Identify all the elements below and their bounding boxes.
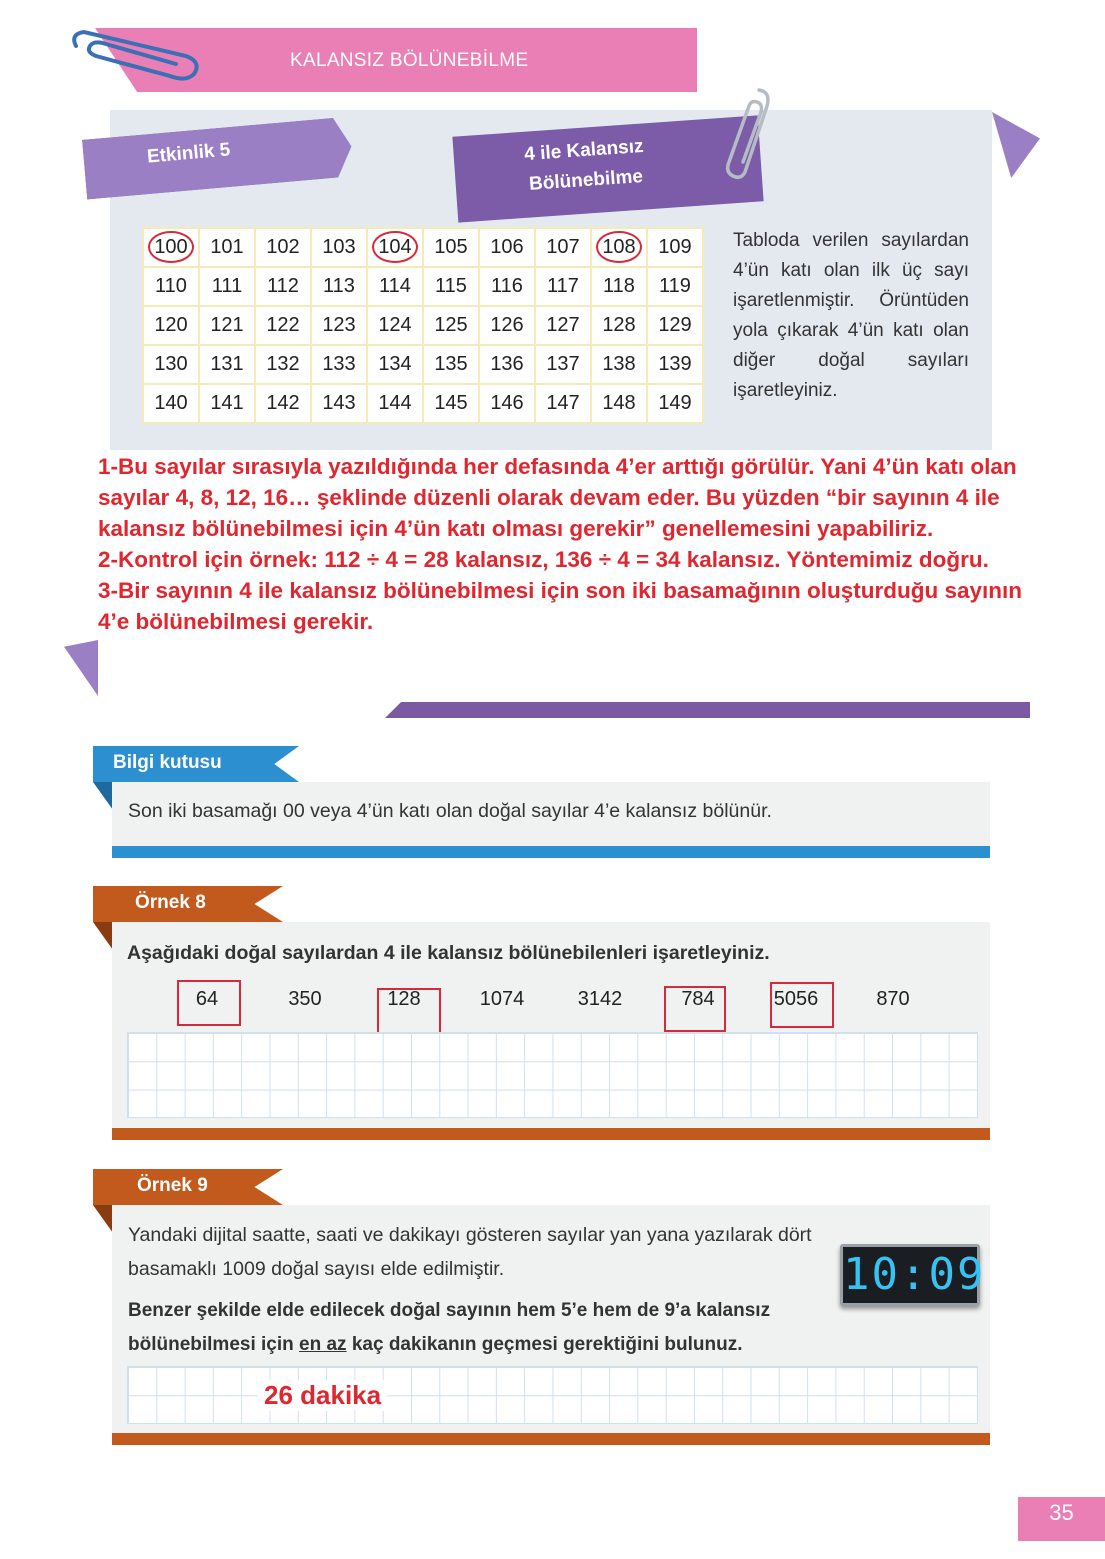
paperclip-icon [66, 26, 206, 86]
table-cell [143, 345, 199, 384]
cell-value: 105 [434, 236, 468, 258]
table-cell [647, 228, 703, 267]
answer-mark-box [377, 988, 441, 1034]
cell-value: 100 [148, 231, 193, 263]
example9-tag-label: Örnek 9 [137, 1175, 208, 1196]
table-cell [647, 267, 703, 306]
header-title: KALANSIZ BÖLÜNEBİLME [290, 50, 529, 71]
cell-value: 122 [266, 314, 300, 336]
table-row [143, 345, 703, 384]
cell-value: 111 [211, 275, 243, 297]
table-cell [199, 384, 255, 423]
table-cell [535, 306, 591, 345]
cell-value: 116 [491, 275, 523, 297]
cell-value: 126 [490, 314, 524, 336]
activity-tag-label: Etkinlik 5 [146, 139, 232, 168]
cell-value: 102 [266, 236, 300, 258]
cell-value: 144 [378, 392, 412, 414]
cell-value: 123 [322, 314, 356, 336]
corner-fold-right [992, 112, 1040, 178]
answer-paragraph: 1-Bu sayılar sırasıyla yazıldığında her defasında 4’er arttığı görülür. Yani 4’ün katı olan sayılar 4, 8, 12, 16… şeklinde düzenli olarak devam eder. Bu yüzden “bir sayının 4 ile kalansız bölünebilmesi için 4’ün katı olması gerekir” genellemesini yapabiliriz. [98, 454, 1017, 541]
table-cell [479, 384, 535, 423]
table-cell [199, 345, 255, 384]
cell-value: 112 [267, 275, 299, 297]
example9-question [128, 1294, 828, 1362]
cell-value: 108 [596, 231, 641, 263]
cell-value: 115 [435, 275, 467, 297]
cell-value: 101 [210, 236, 244, 258]
cell-value: 110 [155, 275, 187, 297]
cell-value: 135 [434, 353, 468, 375]
cell-value: 118 [603, 275, 635, 297]
example8-number: 350 [288, 988, 322, 1010]
table-cell [143, 228, 199, 267]
cell-value: 130 [154, 353, 188, 375]
table-cell [591, 345, 647, 384]
table-cell [423, 345, 479, 384]
example9-answer: 26 dakika [258, 1380, 387, 1411]
example9-strip [112, 1433, 990, 1445]
cell-value: 119 [659, 275, 691, 297]
cell-value: 143 [322, 392, 356, 414]
example8-number: 870 [876, 988, 910, 1010]
table-cell [255, 228, 311, 267]
table-cell [367, 267, 423, 306]
example8-question: Aşağıdaki doğal sayılardan 4 ile kalansız bölünebilenleri işaretleyiniz. [127, 942, 770, 964]
table-cell [591, 306, 647, 345]
topic-line-1: 4 ile Kalansız [523, 135, 645, 166]
info-strip [112, 846, 990, 858]
table-cell [591, 267, 647, 306]
question-part-2: kaç dakikanın geçmesi gerektiğini bulunuz. [346, 1334, 743, 1355]
writing-grid [127, 1032, 978, 1118]
table-row [143, 384, 703, 423]
table-cell [311, 267, 367, 306]
table-cell [255, 267, 311, 306]
table-cell [535, 345, 591, 384]
table-cell [255, 384, 311, 423]
table-cell [479, 228, 535, 267]
cell-value: 145 [434, 392, 468, 414]
question-underlined: en az [299, 1334, 347, 1355]
table-cell [255, 345, 311, 384]
cell-value: 113 [323, 275, 355, 297]
activity-bottom-strip [385, 702, 1030, 718]
table-cell [479, 267, 535, 306]
cell-value: 133 [322, 353, 356, 375]
digital-clock: 10:09 [840, 1244, 980, 1306]
cell-value: 125 [434, 314, 468, 336]
table-cell [423, 267, 479, 306]
cell-value: 124 [378, 314, 412, 336]
table-cell [311, 345, 367, 384]
cell-value: 140 [154, 392, 188, 414]
table-cell [367, 384, 423, 423]
example9-text: Yandaki dijital saatte, saati ve dakikayı gösteren sayılar yan yana yazılarak dört basamaklı 1009 doğal sayısı elde edilmiştir. [128, 1224, 812, 1280]
cell-value: 114 [379, 275, 411, 297]
cell-value: 149 [658, 392, 692, 414]
table-cell [367, 228, 423, 267]
table-cell [535, 267, 591, 306]
table-row [143, 306, 703, 345]
table-cell [367, 345, 423, 384]
table-cell [311, 384, 367, 423]
table-row [143, 228, 703, 267]
example8-number: 3142 [577, 988, 623, 1010]
corner-fold-left [64, 640, 98, 696]
answer-mark-box [770, 982, 834, 1028]
example8-number: 784 [681, 988, 715, 1010]
info-tag-label: Bilgi kutusu [113, 752, 222, 773]
cell-value: 103 [322, 236, 356, 258]
table-cell [423, 384, 479, 423]
activity-instruction: Tabloda verilen sayılardan 4’ün katı olan ilk üç sayı işaretlenmiştir. Örüntüden yola çıkarak 4’ün katı olan diğer doğal sayıları işaretleyiniz. [733, 230, 969, 401]
table-cell [591, 228, 647, 267]
table-cell [311, 228, 367, 267]
cell-value: 134 [378, 353, 412, 375]
example8-number: 5056 [773, 988, 819, 1010]
table-cell [479, 345, 535, 384]
cell-value: 127 [546, 314, 580, 336]
example8-number: 128 [387, 988, 421, 1010]
cell-value: 137 [546, 353, 580, 375]
table-cell [423, 306, 479, 345]
cell-value: 147 [546, 392, 580, 414]
answer-paragraph: 2-Kontrol için örnek: 112 ÷ 4 = 28 kalansız, 136 ÷ 4 = 34 kalansız. Yöntemimiz doğru. [98, 547, 989, 572]
cell-value: 146 [490, 392, 524, 414]
cell-value: 131 [210, 353, 244, 375]
cell-value: 107 [546, 236, 580, 258]
table-cell [535, 384, 591, 423]
example8-number: 1074 [479, 988, 525, 1010]
handwritten-answers [98, 451, 1043, 637]
example8-number: 64 [195, 988, 219, 1010]
table-cell [311, 306, 367, 345]
table-cell [199, 306, 255, 345]
info-tag-fold [93, 782, 113, 810]
table-cell [199, 267, 255, 306]
cell-value: 136 [490, 353, 524, 375]
table-cell [143, 384, 199, 423]
table-cell [647, 306, 703, 345]
table-cell [143, 267, 199, 306]
table-cell [647, 345, 703, 384]
info-text: Son iki basamağı 00 veya 4’ün katı olan doğal sayılar 4’e kalansız bölünür. [128, 800, 772, 822]
table-cell [591, 384, 647, 423]
cell-value: 128 [602, 314, 636, 336]
table-cell [255, 306, 311, 345]
paperclip-icon [715, 82, 775, 182]
example8-tag-fold [93, 922, 113, 950]
question-part-1: Benzer şekilde elde edilecek doğal sayının hem 5’e hem de 9’a kalansız bölünebilmesi için [128, 1300, 771, 1355]
cell-value: 129 [658, 314, 692, 336]
cell-value: 139 [658, 353, 692, 375]
example8-tag-label: Örnek 8 [135, 892, 206, 913]
table-row [143, 267, 703, 306]
topic-line-2: Bölünebilme [528, 166, 644, 195]
cell-value: 142 [266, 392, 300, 414]
table-cell [143, 306, 199, 345]
cell-value: 121 [210, 314, 244, 336]
cell-value: 132 [266, 353, 300, 375]
cell-value: 104 [372, 231, 417, 263]
answer-paragraph: 3-Bir sayının 4 ile kalansız bölünebilmesi için son iki basamağının oluşturduğu sayının 4’e bölünebilmesi gerekir. [98, 578, 1022, 634]
cell-value: 148 [602, 392, 636, 414]
table-cell [423, 228, 479, 267]
writing-grid [127, 1366, 978, 1424]
page-number: 35 [1049, 1500, 1074, 1525]
example9-tag-fold [93, 1205, 113, 1233]
table-cell [367, 306, 423, 345]
example8-strip [112, 1128, 990, 1140]
number-table [142, 227, 704, 424]
cell-value: 109 [658, 236, 692, 258]
table-cell [535, 228, 591, 267]
answer-mark-box [177, 980, 241, 1026]
cell-value: 117 [547, 275, 579, 297]
cell-value: 141 [210, 392, 244, 414]
cell-value: 106 [490, 236, 524, 258]
table-cell [647, 384, 703, 423]
table-cell [479, 306, 535, 345]
answer-mark-box [664, 986, 726, 1032]
table-cell [199, 228, 255, 267]
cell-value: 138 [602, 353, 636, 375]
cell-value: 120 [154, 314, 188, 336]
